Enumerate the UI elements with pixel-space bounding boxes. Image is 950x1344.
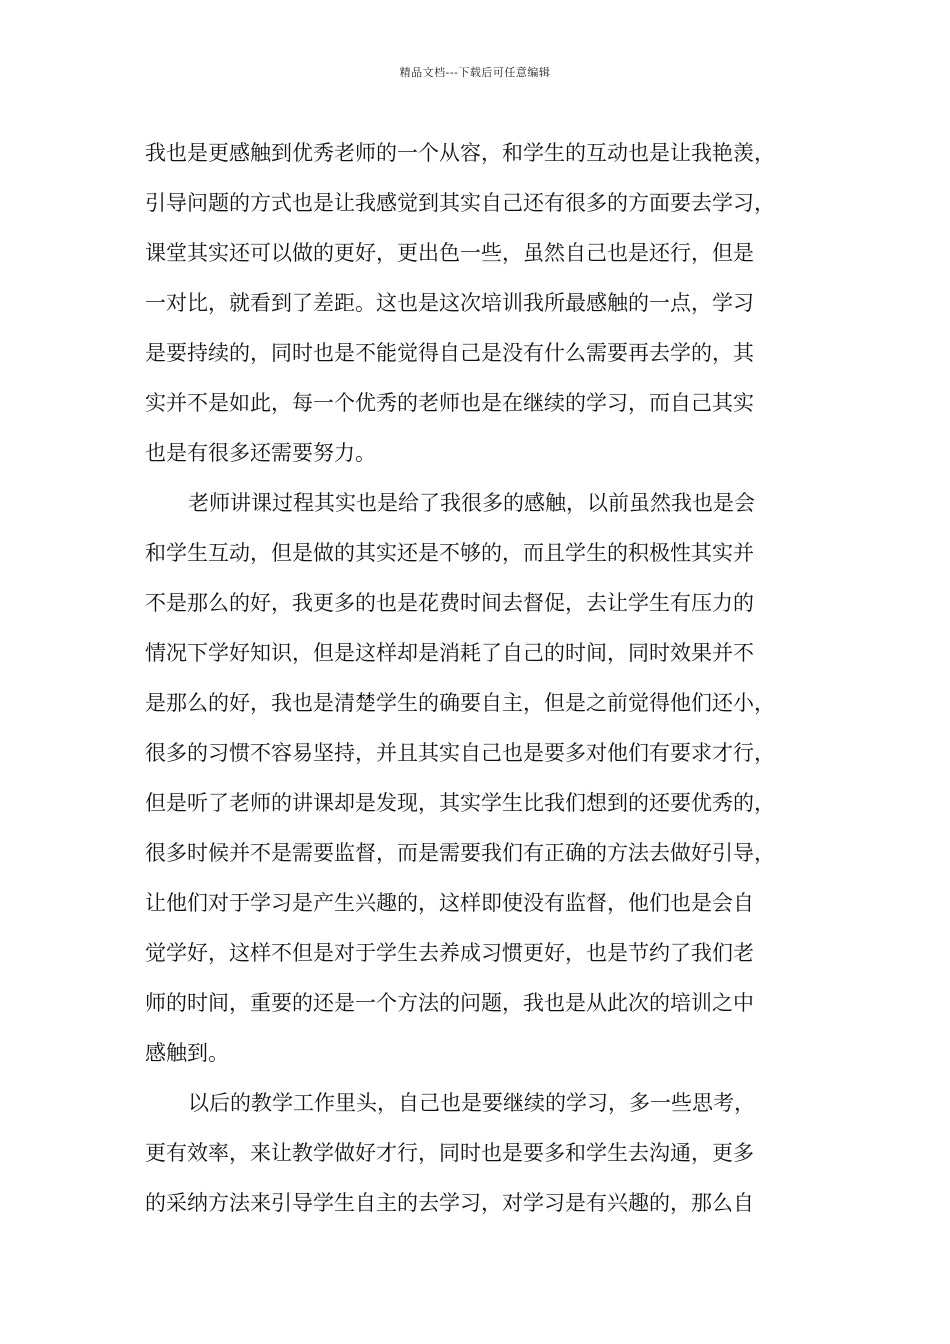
text-line: 很多时候并不是需要监督，而是需要我们有正确的方法去做好引导， [145, 841, 775, 865]
text-line: 课堂其实还可以做的更好，更出色一些，虽然自己也是还行，但是 [145, 241, 754, 265]
text-line: 更有效率，来让教学做好才行，同时也是要多和学生去沟通，更多 [145, 1141, 754, 1165]
text-line: 觉学好，这样不但是对于学生去养成习惯更好，也是节约了我们老 [145, 941, 754, 965]
paragraph-1 [145, 128, 810, 478]
text-line: 实并不是如此，每一个优秀的老师也是在继续的学习，而自己其实 [145, 391, 754, 415]
text-line: 和学生互动，但是做的其实还是不够的，而且学生的积极性其实并 [145, 541, 754, 565]
paragraph-2 [145, 478, 810, 1078]
text-line: 老师讲课过程其实也是给了我很多的感触，以前虽然我也是会 [188, 491, 755, 515]
text-line: 我也是更感触到优秀老师的一个从容，和学生的互动也是让我艳羡， [145, 141, 775, 165]
text-line: 是要持续的，同时也是不能觉得自己是没有什么需要再去学的，其 [145, 341, 754, 365]
paragraph-3 [145, 1078, 810, 1228]
text-line: 是那么的好，我也是清楚学生的确要自主，但是之前觉得他们还小， [145, 691, 775, 715]
text-line: 但是听了老师的讲课却是发现，其实学生比我们想到的还要优秀的， [145, 791, 775, 815]
text-line: 也是有很多还需要努力。 [145, 441, 376, 465]
page-header: 精品文档---下载后可任意编辑 [399, 66, 551, 79]
text-line: 很多的习惯不容易坚持，并且其实自己也是要多对他们有要求才行， [145, 741, 775, 765]
text-line: 感触到。 [145, 1041, 229, 1065]
text-line: 师的时间，重要的还是一个方法的问题，我也是从此次的培训之中 [145, 991, 754, 1015]
text-line: 情况下学好知识，但是这样却是消耗了自己的时间，同时效果并不 [145, 641, 754, 665]
text-line: 让他们对于学习是产生兴趣的，这样即使没有监督，他们也是会自 [145, 891, 754, 915]
text-line: 一对比，就看到了差距。这也是这次培训我所最感触的一点，学习 [145, 291, 754, 315]
text-line: 的采纳方法来引导学生自主的去学习，对学习是有兴趣的，那么自 [145, 1191, 754, 1215]
text-line: 以后的教学工作里头，自己也是要继续的学习，多一些思考， [188, 1091, 755, 1115]
document-body [145, 128, 810, 1228]
text-line: 不是那么的好，我更多的也是花费时间去督促，去让学生有压力的 [145, 591, 754, 615]
text-line: 引导问题的方式也是让我感觉到其实自己还有很多的方面要去学习， [145, 191, 775, 215]
